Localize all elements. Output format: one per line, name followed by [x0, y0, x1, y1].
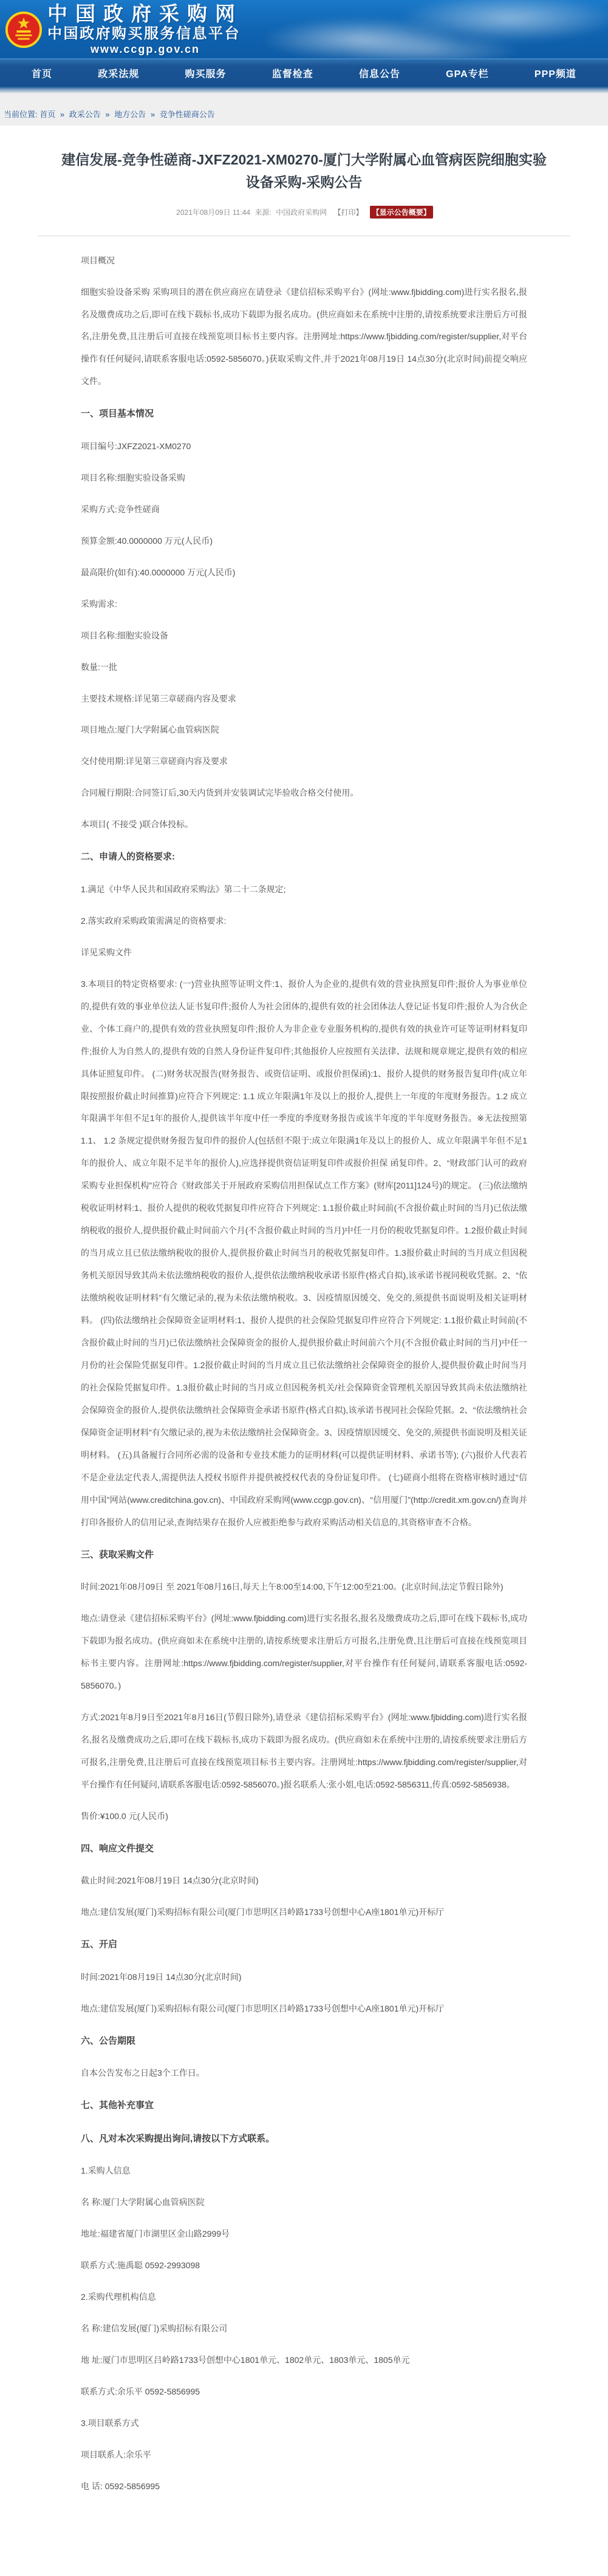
specific-qualification-requirements: 3.本项目的特定资格要求: (一)营业执照等证明文件:1、报价人为企业的,提供有效的营业执照复印件;报价人为事业单位的,提供有效的事业单位法人证书复印件;报价人为社会团体的,提供有效的社会团体法人登记证书复印件;报价人为合伙企业、个体工商户的,提供有效的营业执照复印件;报价人为非企业专业服务机构的,提供有效的执业许可证等证明材料复印件;报价人为自然人的,提供有效的自然人身份证件复印件;其他报价人应按照有关法律、法规和规章规定,提供有效的相应具体证照复印件。 (二)财务状况报告(财务报告、或资信证明、或报价担保函):1、报价人提供的财务报告复印件(成立年限按照报价截止时间推算)应符合下列规定: 1.1 成立年限满1年及以上的报价人,提供上一年度的年度财务报告。1.2 成立年限满半年但不足1年的报价人,提供该半年度中任一季度的季度财务报告或该半年度的半年度财务报告。※无法按照第1.1、 1.2 条规定提供财务报告复印件的报价人(包括但不限于:成立年限满1年及以上的报价人、成立年限满半年但不足1年的报价人、成立年限不足半年的报价人),应选择提供资信证明复印件或报价担保 函复印件。2、“财政部门认可的政府采购专业担保机构”应符合《财政部关于开展政府采购信用担保试点工作方案》(财库[2011]124号)的规定。 (三)依法缴纳税收证明材料:1、报价人提供的税收凭据复印件应符合下列规定: 1.1报价截止时间前(不含报价截止时间的当月)已依法缴纳税收的报价人,提供报价截止时间前六个月(不含报价截止时间的当月)中任一月份的税收凭据复印件。1.2报价截止时间的当月成立且已依法缴纳税收的报价人,提供报价截止时间当月的税收凭据复印件。1.3报价截止时间的当月成立但因税务机关原因导致其尚未依法缴纳税收的报价人,提供依法缴纳税收承诺书原件(格式自拟),该承诺书视同税收凭据。2、“依法缴纳税收证明材料”有欠缴记录的,视为未依法缴纳税收。3、因疫情原因缓交、免交的,须提供书面说明及相关证明材料。 (四)依法缴纳社会保障资金证明材料:1、报价人提供的社会保险凭据复印件应符合下列规定: 1.1报价截止时间前(不含报价截止时间的当月)已依法缴纳社会保障资金的报价人,提供报价截止时间前六个月(不含报价截止时间的当月)中任一月份的社会保险凭据复印件。1.2报价截止时间的当月成立且已依法缴纳社会保障资金的报价人,提供报价截止时间当月的社会保险凭据复印件。1.3报价截止时间的当月成立但因税务机关/社会保障资金管理机关原因导致其尚未依法缴纳社会保障资金的报价人,提供依法缴纳社会保障资金承诺书原件(格式自拟),该承诺书视同社会保险凭据。2、“依法缴纳社会保障资金证明材料”有欠缴记录的,视为未依法缴纳社会保障资金。3、因疫情原因缓交、免交的,须提供书面说明及相关证明材料。 (五)具备履行合同所必需的设备和专业技术能力的证明材料(可以提供证明材料、承诺书等); (六)报价人代表若不是企业法定代表人,需提供法人授权书原件并提供被授权代表的身份证复印件。 (七)磋商小组将在资格审核时通过“信用中国”网站(www.creditchina.gov.cn)、中国政府采购网(www.ccgp.gov.cn)、“信用厦门”(http://credit.xm.gov.cn/)查询并打印各报价人的信用记录,查询结果存在报价人应被拒绝参与政府采购活动相关信息的,其资格审查不合格。 — [81, 978, 527, 1527]
site-title: 中国政府采购网 — [47, 2, 243, 25]
purchaser-contact: 联系方式:施禹聪 0592-2993098 — [81, 2260, 200, 2271]
requirement-quantity: 数量:一批 — [81, 662, 117, 672]
national-emblem-icon — [5, 11, 43, 49]
project-number: 项目编号:JXFZ2021-XM0270 — [81, 441, 191, 451]
purchaser-info-label: 1.采购人信息 — [81, 2166, 131, 2176]
show-summary-button[interactable]: 【显示公告概要】 — [370, 206, 433, 219]
nav-item-home[interactable]: 首页 — [32, 69, 53, 80]
document-price: 售价:¥100.0 元(人民币) — [81, 1811, 168, 1821]
print-button[interactable]: 【打印】 — [333, 208, 363, 217]
cloud-decoration — [401, 0, 608, 42]
purchaser-address: 地址:福建省厦门市湖里区金山路2999号 — [81, 2229, 230, 2239]
nav-item-announcements[interactable]: 信息公告 — [358, 69, 400, 80]
opening-time: 时间:2021年08月19日 14点30分(北京时间) — [81, 1971, 242, 1982]
purchaser-name: 名 称:厦门大学附属心血管病医院 — [81, 2197, 205, 2208]
nav-item-supervision[interactable]: 监督检查 — [272, 69, 313, 80]
source-name: 中国政府采购网 — [276, 208, 327, 217]
nav-item-regulations[interactable]: 政采法规 — [98, 69, 140, 80]
overview-paragraph: 细胞实验设备采购 采购项目的潜在供应商应在请登录《建信招标采购平台》(网址:www.fjbidding.com)进行实名报名,报名及缴费成功之后,即可在线下载标书,成功下载即为报名成功。(供应商如未在系统中注册的,请按系统要求注册后方可报名,注册免费,且注册后可直接在线预览项目标书主要内容。注册网址:https://www.fjbidding.com/register/supplier,对平台操作有任何疑问,请联系客服电话:0592-5856070。)获取采购文件,并于2021年08月19日 14点30分(北京时间)前提交响应文件。 — [81, 286, 527, 387]
article-meta — [38, 206, 570, 219]
submission-deadline: 截止时间:2021年08月19日 14点30分(北京时间) — [81, 1876, 259, 1886]
qualification-item-1: 1.满足《中华人民共和国政府采购法》第二十二条规定; — [81, 884, 286, 894]
requirement-location: 项目地点:厦门大学附属心血管病医院 — [81, 725, 219, 735]
obtain-method: 方式:2021年8月9日至2021年8月16日(节假日除外),请登录《建信招标采购平台》(网址:www.fjbidding.com)进行实名报名,报名及缴费成功之后,即可在线下载标书,成功下载即为报名成功。(供应商如未在系统中注册的,请按系统要求注册后方可报名,注册免费,且注册后可直接在线预览项目标书主要内容。注册网址:https://www.fjbidding.com/register/supplier,对平台操作有任何疑问,请联系客服电话:0592-5856070。)报名联系人:张小姐,电话:0592-5856311,传真:0592-5856938。 — [81, 1712, 527, 1789]
obtain-location: 地点:请登录《建信招标采购平台》(网址:www.fjbidding.com)进行实名报名,报名及缴费成功之后,即可在线下载标书,成功下载即为报名成功。(供应商如未在系统中注册的,请按系统要求注册后方可报名,注册免费,且注册后可直接在线预览项目标书主要内容。注册网址:https://www.fjbidding.com/register/supplier,对平台操作有任何疑问,请联系客服电话:0592-5856070。) — [81, 1613, 527, 1690]
obtain-time: 时间:2021年08月09日 至 2021年08月16日,每天上午8:00至14:00,下午12:00至21:00。(北京时间,法定节假日除外) — [81, 1582, 504, 1592]
breadcrumb-link-procurement-announcements[interactable]: 政采公告 — [69, 110, 101, 119]
breadcrumb-separator: » — [60, 110, 65, 119]
agency-contact: 联系方式:余乐平 0592-5856995 — [81, 2387, 200, 2397]
project-contact-label: 3.项目联系方式 — [81, 2418, 139, 2429]
agency-info-label: 2.采购代理机构信息 — [81, 2292, 156, 2302]
site-header — [0, 0, 608, 58]
cloud-decoration — [340, 33, 522, 58]
breadcrumb-separator: » — [105, 110, 110, 119]
site-url: www.ccgp.gov.cn — [90, 43, 200, 56]
qualification-item-2: 2.落实政府采购政策需满足的资格要求: — [81, 915, 227, 926]
consortium-bidding-note: 本项目( 不接受 )联合体投标。 — [81, 819, 194, 830]
breadcrumb-link-home[interactable]: 首页 — [39, 110, 56, 119]
requirement-project-name: 项目名称:细胞实验设备 — [81, 630, 168, 640]
breadcrumb-separator: » — [150, 110, 155, 119]
requirement-tech-specs: 主要技术规格:详见第三章磋商内容及要求 — [81, 693, 236, 703]
cloud-decoration — [261, 18, 462, 58]
opening-location: 地点:建信发展(厦门)采购招标有限公司(厦门市思明区吕岭路1733号创想中心A座1801单元)开标厅 — [81, 2003, 445, 2013]
announcement-article — [0, 126, 608, 2535]
requirement-delivery-period: 交付使用期:详见第三章磋商内容及要求 — [81, 756, 228, 767]
article-body — [81, 249, 527, 2498]
section-heading-basic-info: 一、项目基本情况 — [81, 408, 154, 419]
nav-item-ppp[interactable]: PPP频道 — [534, 69, 576, 80]
agency-address: 地 址:厦门市思明区吕岭路1733号创想中心1801单元、1802单元、1803单元、1805单元 — [81, 2355, 410, 2365]
site-subtitle: 中国政府购买服务信息平台 — [47, 25, 241, 42]
nav-bottom-fade — [0, 86, 608, 93]
announcement-period: 自本公告发布之日起3个工作日。 — [81, 2068, 205, 2078]
source-label: 来源: — [254, 208, 272, 217]
contract-performance-period: 合同履行期限:合同签订后,30天内货到并安装调试完毕验收合格交付使用。 — [81, 788, 359, 798]
section-heading-announcement-period: 六、公告期限 — [81, 2035, 136, 2046]
breadcrumb-link-competitive-consultation[interactable]: 竞争性磋商公告 — [159, 110, 215, 119]
budget-amount: 预算金额:40.0000000 万元(人民币) — [81, 535, 213, 546]
section-overview-label: 项目概况 — [81, 255, 115, 265]
max-price-limit: 最高限价(如有):40.0000000 万元(人民币) — [81, 567, 236, 577]
breadcrumb-link-local-announcements[interactable]: 地方公告 — [114, 110, 146, 119]
project-contact-phone: 电 话: 0592-5856995 — [81, 2481, 160, 2491]
breadcrumb — [0, 93, 608, 126]
section-heading-applicant-qualifications: 二、申请人的资格要求: — [81, 852, 175, 863]
section-heading-response-submission: 四、响应文件提交 — [81, 1843, 154, 1854]
main-nav — [0, 58, 608, 86]
breadcrumb-label: 当前位置: — [4, 110, 38, 119]
section-heading-contact-methods: 八、凡对本次采购提出询问,请按以下方式联系。 — [81, 2133, 275, 2144]
nav-item-gpa[interactable]: GPA专栏 — [446, 69, 489, 80]
page-title: 建信发展-竞争性磋商-JXFZ2021-XM0270-厦门大学附属心血管病医院细胞实验设备采购-采购公告 — [61, 152, 547, 190]
agency-name: 名 称:建信发展(厦门)采购招标有限公司 — [81, 2323, 228, 2334]
publish-datetime: 2021年08月09日 11:44 — [176, 208, 251, 217]
submission-location: 地点:建信发展(厦门)采购招标有限公司(厦门市思明区吕岭路1733号创想中心A座1801单元)开标厅 — [81, 1907, 445, 1917]
procurement-requirements-label: 采购需求: — [81, 598, 117, 609]
qualification-see-documents: 详见采购文件 — [81, 947, 132, 957]
project-name: 项目名称:细胞实验设备采购 — [81, 472, 185, 483]
procurement-method: 采购方式:竞争性磋商 — [81, 504, 160, 514]
section-heading-obtain-documents: 三、获取采购文件 — [81, 1549, 154, 1560]
section-heading-opening: 五、开启 — [81, 1939, 118, 1950]
project-contact-person: 项目联系人:余乐平 — [81, 2450, 151, 2460]
nav-item-purchase-services[interactable]: 购买服务 — [185, 69, 227, 80]
section-heading-other-matters: 七、其他补充事宜 — [81, 2100, 154, 2111]
